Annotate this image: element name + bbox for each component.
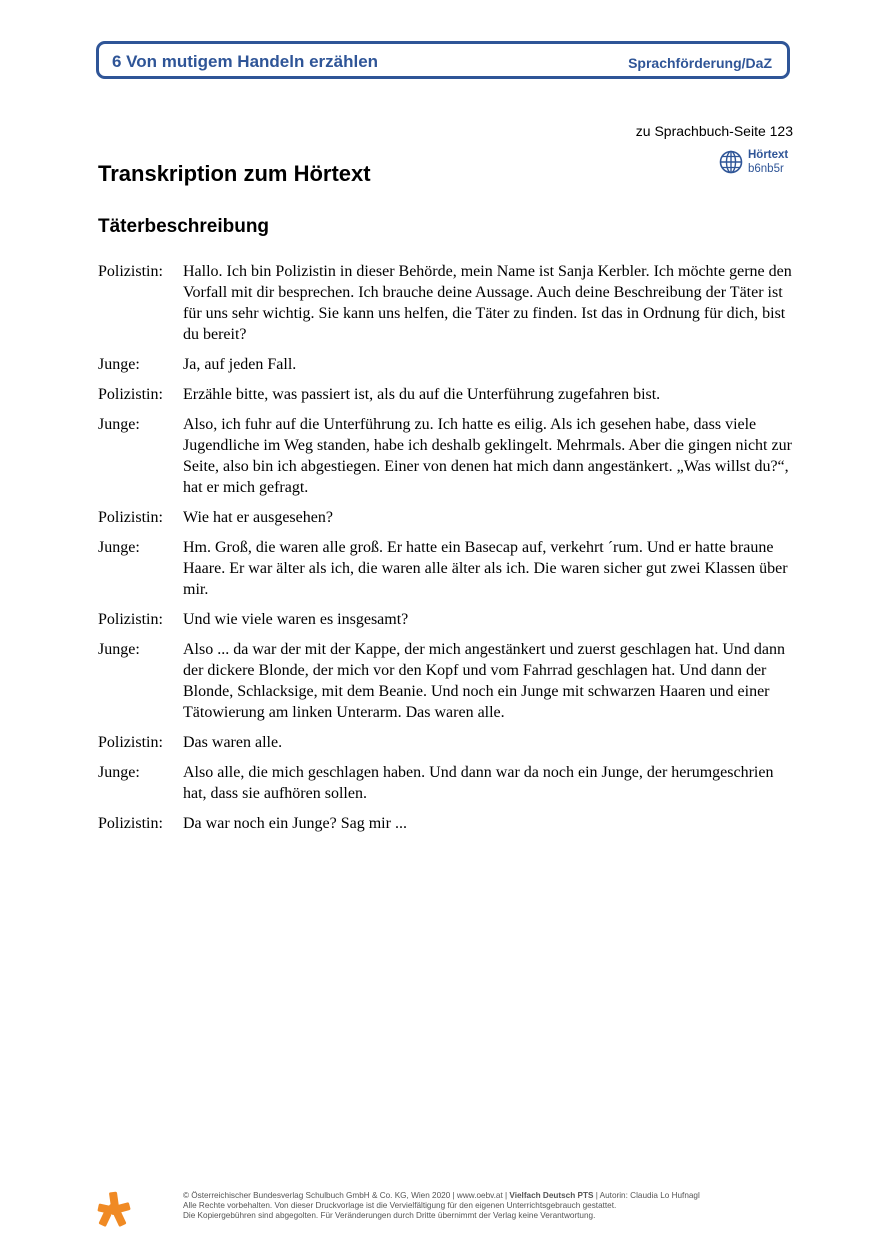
dialogue-turn bbox=[98, 261, 798, 345]
utterance-text: Erzähle bitte, was passiert ist, als du auf die Unterführung zugefahren bist. bbox=[183, 386, 661, 403]
utterance-text: Und wie viele waren es insgesamt? bbox=[183, 611, 409, 628]
chapter-header bbox=[96, 41, 790, 79]
speaker-label: Polizistin: bbox=[98, 263, 163, 280]
utterance-text: Das waren alle. bbox=[183, 734, 283, 751]
speaker-label: Polizistin: bbox=[98, 734, 163, 751]
utterance-text: Also alle, die mich geschlagen haben. Und dann war da noch ein Junge, der herumgeschrien hat, dass sie aufhören sollen. bbox=[183, 764, 774, 802]
dialogue-turn bbox=[98, 537, 798, 600]
dialogue-turn bbox=[98, 414, 798, 498]
dialogue-turn bbox=[98, 762, 798, 804]
speaker-label: Junge: bbox=[98, 641, 140, 658]
globe-icon bbox=[719, 150, 743, 174]
utterance-text: Hallo. Ich bin Polizistin in dieser Behörde, mein Name ist Sanja Kerbler. Ich möchte gerne den Vorfall mit dir besprechen. Ich brauche deine Aussage. Auch deine Beschreibung der Täter ist für uns sehr wichtig. Sie kann uns helfen, die Täter zu finden. Ist das in Ordnung für dich, bist du bereit? bbox=[183, 263, 792, 343]
speaker-label: Junge: bbox=[98, 539, 140, 556]
footer bbox=[183, 1191, 803, 1221]
footer-line-1: © Österreichischer Bundesverlag Schulbuch GmbH & Co. KG, Wien 2020 | www.oebv.at | Vielfach Deutsch PTS | Autorin: Claudia Lo Hufnagl bbox=[183, 1191, 700, 1200]
utterance-text: Also ... da war der mit der Kappe, der mich angestänkert und zuerst geschlagen hat. Und dann der dickere Blonde, der mich vor den Kopf und vom Fahrrad geschlagen hat. Und dann der Blonde, Schlacksige, mit dem Beanie. Und noch ein Junge mit schwarzen Haaren und einer Tätowierung am linken Unterarm. Das waren alle. bbox=[183, 641, 786, 721]
chapter-title: 6 Von mutigem Handeln erzählen bbox=[112, 52, 379, 71]
hoertext-label: Hörtext bbox=[748, 149, 789, 161]
speaker-label: Polizistin: bbox=[98, 815, 163, 832]
dialogue-turn bbox=[98, 609, 798, 630]
dialogue-turn bbox=[98, 813, 798, 834]
hoertext-code: b6nb5r bbox=[748, 163, 784, 175]
page-reference: zu Sprachbuch-Seite 123 bbox=[635, 123, 793, 139]
utterance-text: Hm. Groß, die waren alle groß. Er hatte ein Basecap auf, verkehrt ´rum. Und er hatte braune Haare. Er war älter als ich, die waren alle älter als ich. Die waren sicher gut zwei Klassen über mir. bbox=[183, 539, 788, 598]
speaker-label: Polizistin: bbox=[98, 386, 163, 403]
hoertext-link[interactable] bbox=[719, 149, 799, 179]
speaker-label: Junge: bbox=[98, 416, 140, 433]
speaker-label: Junge: bbox=[98, 764, 140, 781]
footer-line-2: Alle Rechte vorbehalten. Von dieser Druckvorlage ist die Vervielfältigung für den eigenen Unterrichtsgebrauch gestattet. bbox=[183, 1201, 617, 1210]
speaker-label: Junge: bbox=[98, 356, 140, 373]
utterance-text: Also, ich fuhr auf die Unterführung zu. Ich hatte es eilig. Als ich gesehen habe, dass viele Jugendliche im Weg standen, habe ich deshalb geklingelt. Mehrmals. Aber die gingen nicht zur Seite, also bin ich abgestiegen. Einer von denen hat mich dann angestänkert. „Was willst du?“, hat er mich gefragt. bbox=[183, 416, 792, 496]
section-title: Täterbeschreibung bbox=[98, 216, 270, 237]
dialogue-turn bbox=[98, 384, 798, 405]
dialogue-turn bbox=[98, 732, 798, 753]
publisher-logo-icon bbox=[96, 1190, 132, 1228]
speaker-label: Polizistin: bbox=[98, 611, 163, 628]
dialogue-turn bbox=[98, 354, 798, 375]
utterance-text: Da war noch ein Junge? Sag mir ... bbox=[183, 815, 407, 832]
speaker-label: Polizistin: bbox=[98, 509, 163, 526]
utterance-text: Ja, auf jeden Fall. bbox=[183, 356, 297, 373]
chapter-category: Sprachförderung/DaZ bbox=[628, 55, 772, 71]
dialogue-turn bbox=[98, 507, 798, 528]
dialogue-turn bbox=[98, 639, 798, 723]
footer-line-3: Die Kopiergebühren sind abgegolten. Für Veränderungen durch Dritte übernimmt der Verlag keine Verantwortung. bbox=[183, 1211, 596, 1220]
utterance-text: Wie hat er ausgesehen? bbox=[183, 509, 333, 526]
page-title: Transkription zum Hörtext bbox=[98, 161, 371, 186]
dialogue bbox=[98, 261, 798, 843]
